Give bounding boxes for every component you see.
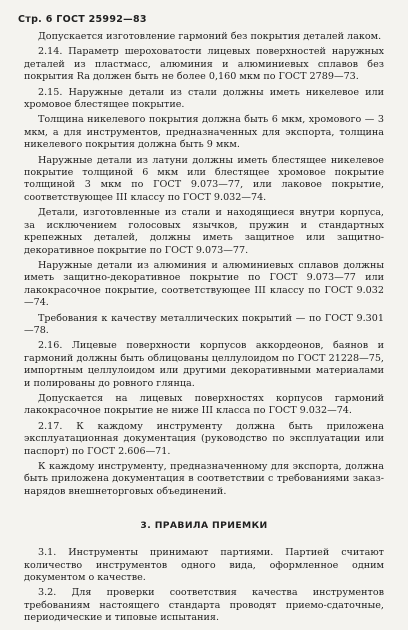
paragraph: Допускается изготовление гармоний без покрытия деталей лаком. [38, 31, 382, 42]
paragraph-2-17: 2.17. К каждому инструменту должна быть приложена эксплуатационная документация (руководство по эксплуатации или паспорт) по ГОСТ 2.606—71. [24, 420, 384, 457]
paragraph-3-1: 3.1. Инструменты принимают партиями. Партией считают количество инструментов одного вида, оформленное одним документом о качестве. [24, 547, 384, 584]
paragraph-3-2: 3.2. Для проверки соответствия качества инструментов требованиям настоящего стандарта проводят приемо-сдаточные, периодические и типовые испытания. [24, 587, 384, 624]
paragraph-2-15: 2.15. Наружные детали из стали должны иметь никелевое или хромовое блестящее покрытие. [24, 86, 384, 111]
paragraph: Толщина никелевого покрытия должна быть 6 мкм, хромового — 3 мкм, а для инструментов, предназначенных для экспорта, толщина никелевого покрытия должна быть 9 мкм. [24, 114, 384, 151]
paragraph: Наружные детали из латуни должны иметь блестящее никелевое покрытие толщиной 6 мкм или блестящее хромовое покрытие толщиной 3 мкм по ГОСТ 9.073—77, или лаковое покрытие, соответствующее III классу по ГОСТ 9.032—74. [24, 154, 384, 203]
page-header: Стр. 6 ГОСТ 25992—83 [18, 14, 147, 25]
paragraph: Наружные детали из алюминия и алюминиевых сплавов должны иметь защитно-декоративное покрытие по ГОСТ 9.073—77 или лакокрасочное покрытие, соответствующее III классу по ГОСТ 9.032—74. [24, 259, 384, 309]
paragraph: К каждому инструменту, предназначенному для экспорта, должна быть приложена документация в соответствии с требованиями заказ-нарядов внешнеторговых объединений. [24, 461, 384, 497]
paragraph-2-16: 2.16. Лицевые поверхности корпусов аккордеонов, баянов и гармоний должны быть облицованы целлулоидом по ГОСТ 21228—75, импортным целлулоидом или другими декоративными материалами и полированы до ровного глянца. [24, 340, 384, 389]
paragraph: Детали, изготовленные из стали и находящиеся внутри корпуса, за исключением голосовых язычков, пружин и стандартных крепежных деталей, должны иметь защитное или защитно-декоративное покрытие по ГОСТ 9.073—77. [24, 207, 384, 256]
paragraph: Допускается на лицевых поверхностях корпусов гармоний лакокрасочное покрытие не ниже III класса по ГОСТ 9.032—74. [24, 392, 384, 417]
paragraph: Требования к качеству металлических покрытий — по ГОСТ 9.301—78. [24, 312, 384, 336]
paragraph-2-14: 2.14. Параметр шероховатости лицевых поверхностей наружных деталей из пластмасс, алюминия и алюминиевых сплавов без покрытия Ra должен быть не более 0,160 мкм по ГОСТ 2789—73. [24, 46, 384, 83]
section-title: 3. ПРАВИЛА ПРИЕМКИ [140, 520, 268, 532]
